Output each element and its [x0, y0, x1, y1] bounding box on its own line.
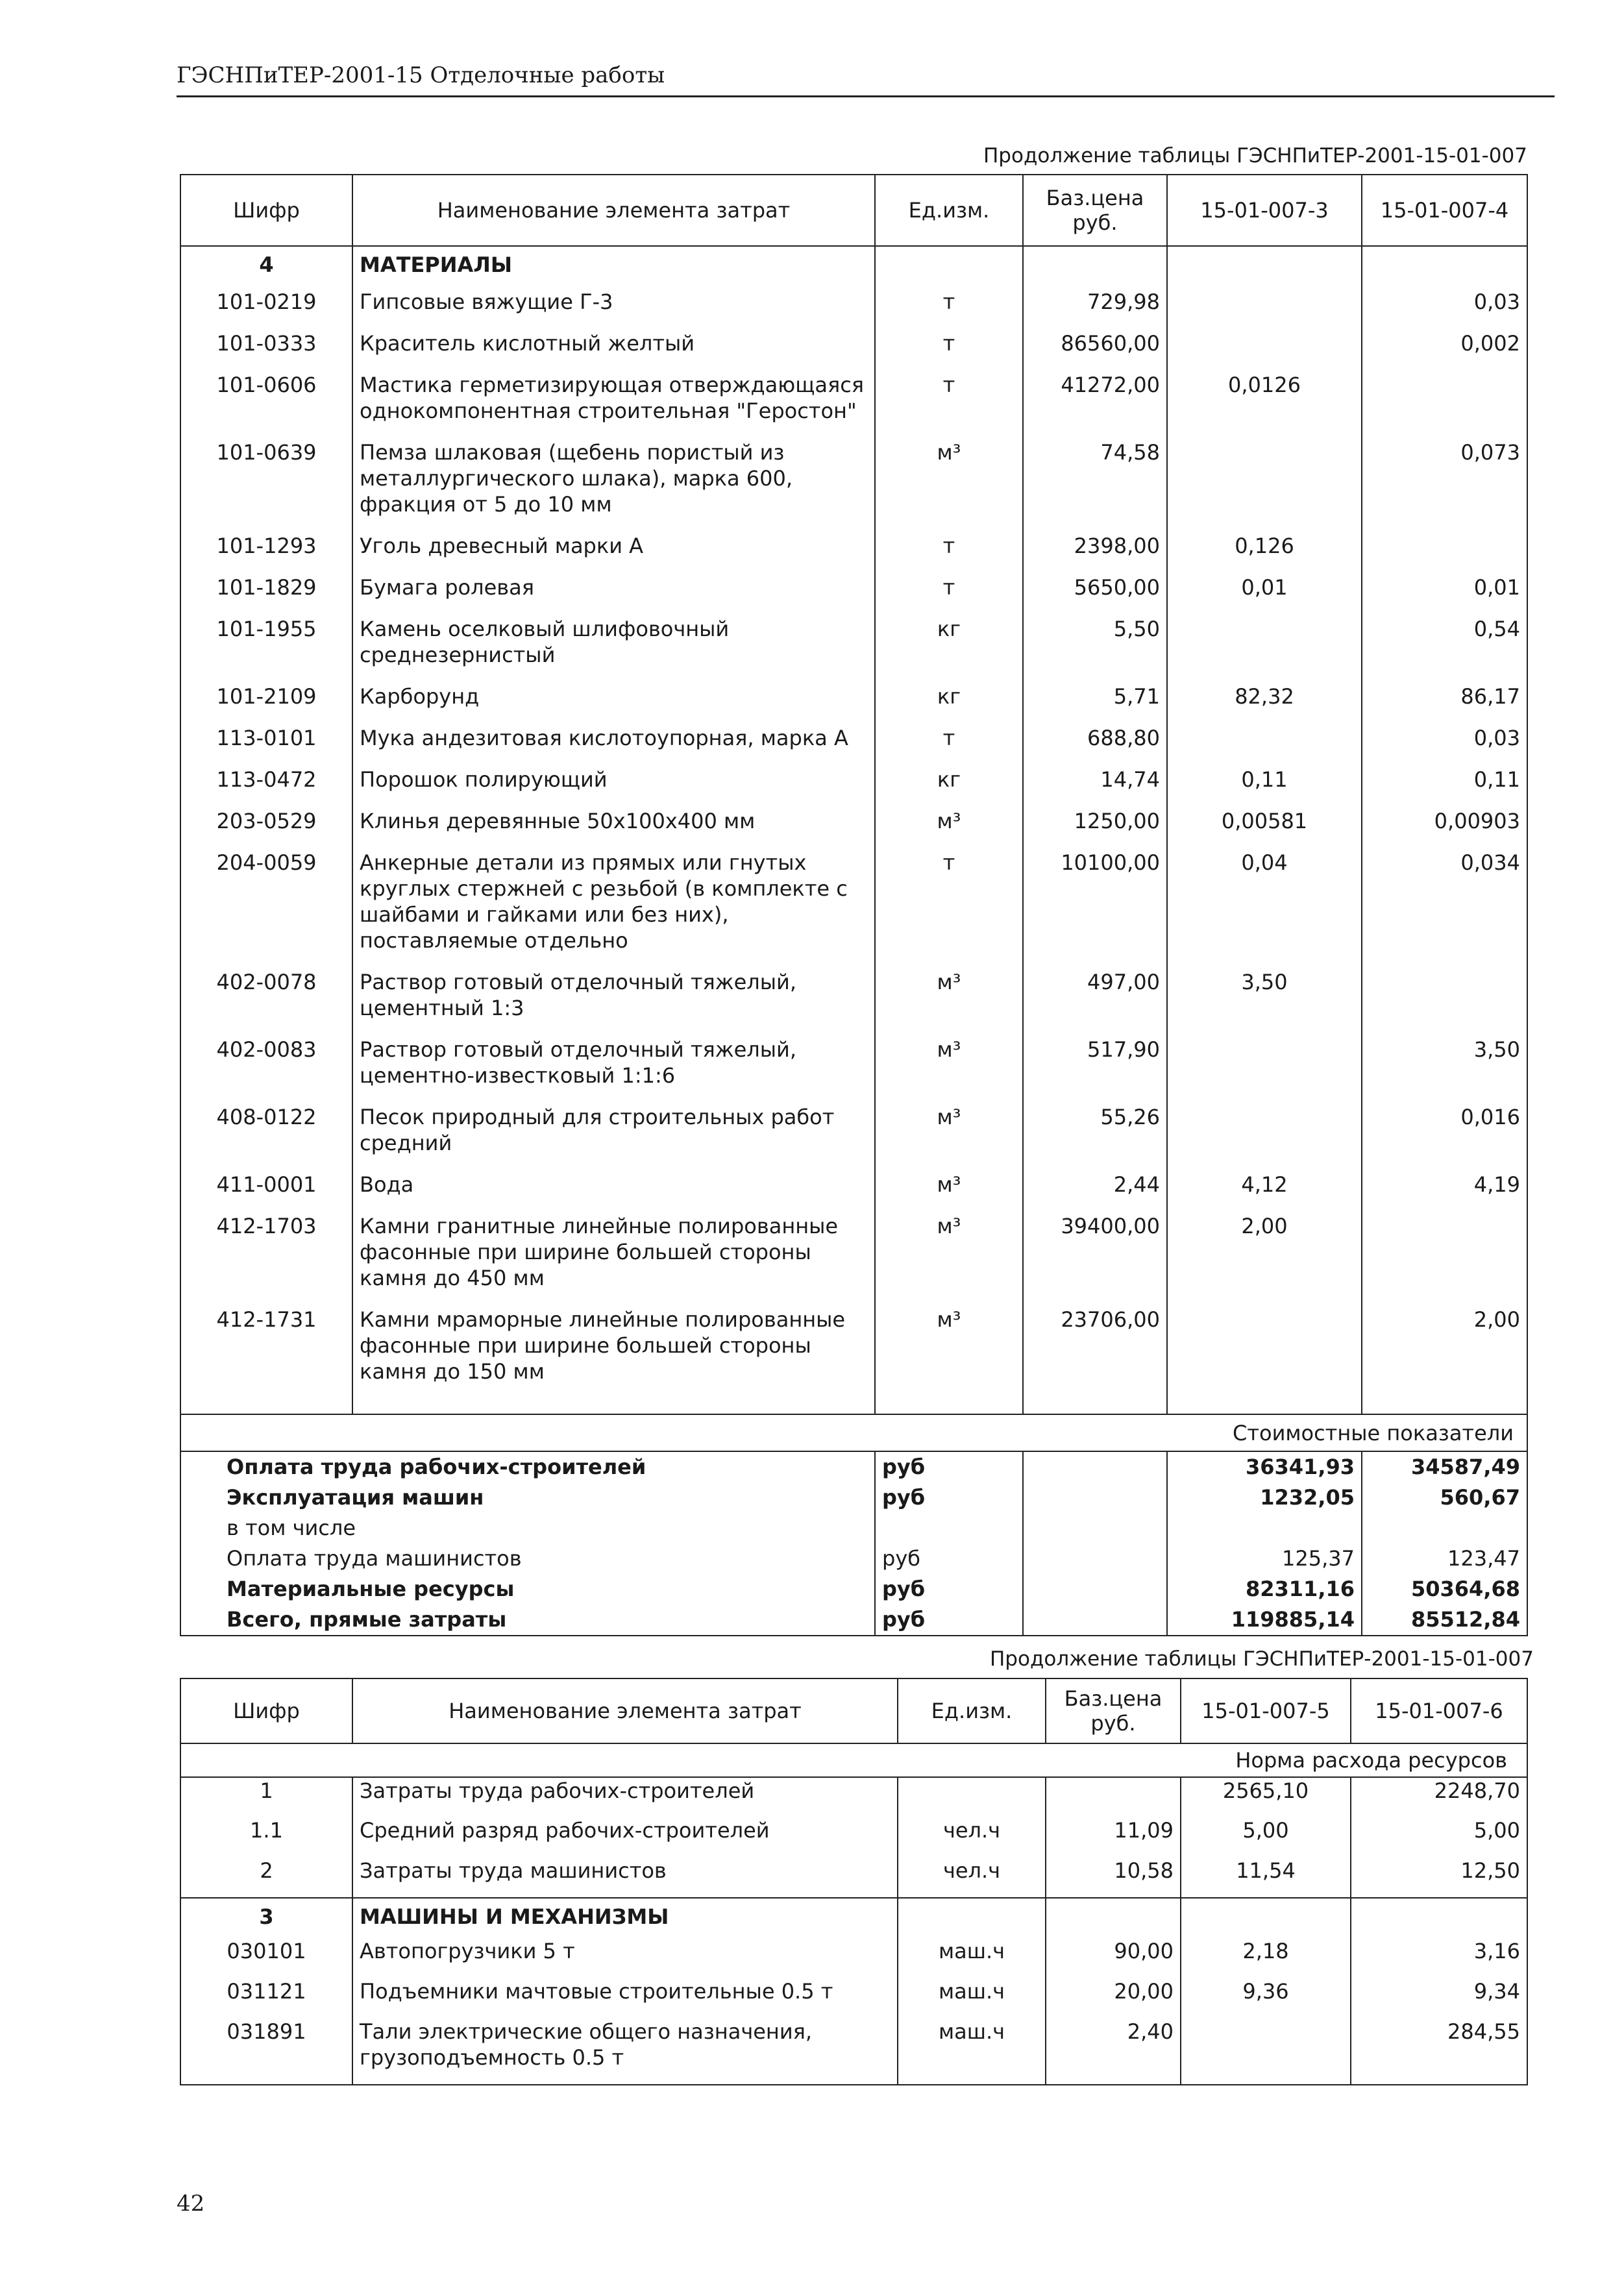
value-15-01-007-4: 3,50 — [1362, 1037, 1527, 1104]
resource-price: 10100,00 — [1023, 850, 1167, 969]
cost-unit — [875, 1513, 1023, 1543]
resource-unit: кг — [875, 683, 1023, 725]
value-15-01-007-3 — [1167, 1104, 1362, 1172]
cost-15-01-007-3: 125,37 — [1167, 1543, 1362, 1574]
section-code: 4 — [259, 252, 274, 277]
section-row — [180, 1898, 1527, 1938]
cost-15-01-007-4: 85512,84 — [1362, 1604, 1527, 1636]
table-row — [180, 533, 1527, 574]
page-header: ГЭСНПиТЕР-2001-15 Отделочные работы — [177, 62, 665, 88]
value-15-01-007-3: 0,00581 — [1167, 808, 1362, 850]
resource-code: 101-1293 — [216, 534, 317, 558]
resource-price: 5650,00 — [1023, 574, 1167, 616]
resource-code: 101-0219 — [216, 289, 317, 314]
section-title: МАШИНЫ И МЕХАНИЗМЫ — [352, 1898, 898, 1938]
table-row — [180, 1213, 1527, 1307]
table1-header-row — [180, 175, 1527, 246]
column-header-name: Наименование элемента затрат — [352, 1678, 898, 1743]
norm-heading-row — [180, 1743, 1527, 1777]
cost-row — [180, 1543, 1527, 1574]
table-row — [180, 439, 1527, 533]
resource-code: 2 — [260, 1858, 273, 1883]
resource-unit: т — [875, 850, 1023, 969]
value-15-01-007-4: 0,034 — [1362, 850, 1527, 969]
resource-code: 101-2109 — [216, 684, 317, 709]
table-row — [180, 330, 1527, 372]
resource-price: 11,09 — [1046, 1817, 1181, 1858]
cost-15-01-007-3: 119885,14 — [1167, 1604, 1362, 1636]
cost-15-01-007-4: 123,47 — [1362, 1543, 1527, 1574]
resource-price: 5,71 — [1023, 683, 1167, 725]
resource-name: Камень оселковый шлифовочный среднезернистый — [352, 616, 875, 683]
resource-name: Карборунд — [352, 683, 875, 725]
resource-name: Клинья деревянные 50х100х400 мм — [352, 808, 875, 850]
table-row — [180, 616, 1527, 683]
resource-price: 1250,00 — [1023, 808, 1167, 850]
resource-unit: м³ — [875, 439, 1023, 533]
cost-15-01-007-3: 82311,16 — [1167, 1574, 1362, 1604]
cost-unit: руб — [875, 1451, 1023, 1482]
table-row — [180, 1938, 1527, 1978]
resource-unit: м³ — [875, 808, 1023, 850]
resource-unit: т — [875, 330, 1023, 372]
resource-table-2 — [180, 1678, 1528, 2085]
cost-row — [180, 1482, 1527, 1513]
cost-heading-row — [180, 1414, 1527, 1451]
resource-code: 412-1703 — [216, 1214, 317, 1238]
cost-unit: руб — [875, 1543, 1023, 1574]
table-row — [180, 1858, 1527, 1898]
cost-name: Эксплуатация машин — [227, 1485, 484, 1510]
empty-cell — [898, 1898, 1046, 1938]
resource-code: 1.1 — [250, 1818, 283, 1843]
resource-price: 90,00 — [1046, 1938, 1181, 1978]
resource-price: 74,58 — [1023, 439, 1167, 533]
resource-name: Пемза шлаковая (щебень пористый из металлургического шлака), марка 600, фракция от 5 до 10 мм — [352, 439, 875, 533]
column-header-15-01-007-4: 15-01-007-4 — [1362, 175, 1527, 246]
empty-cell — [1181, 1898, 1351, 1938]
value-15-01-007-3 — [1167, 1307, 1362, 1400]
value-15-01-007-5: 11,54 — [1181, 1858, 1351, 1898]
value-15-01-007-3: 4,12 — [1167, 1172, 1362, 1213]
resource-code: 411-0001 — [216, 1172, 317, 1197]
value-15-01-007-3 — [1167, 330, 1362, 372]
resource-unit: т — [875, 574, 1023, 616]
resource-price: 497,00 — [1023, 969, 1167, 1037]
table-row — [180, 1172, 1527, 1213]
resource-unit: т — [875, 372, 1023, 439]
resource-name: Затраты труда машинистов — [352, 1858, 898, 1898]
value-15-01-007-4: 0,073 — [1362, 439, 1527, 533]
resource-unit: т — [875, 289, 1023, 330]
resource-code: 113-0472 — [216, 767, 317, 792]
resource-name: Мастика герметизирующая отверждающаяся однокомпонентная строительная "Геростон" — [352, 372, 875, 439]
column-header-15-01-007-3: 15-01-007-3 — [1167, 175, 1362, 246]
value-15-01-007-4 — [1362, 1213, 1527, 1307]
table-row — [180, 808, 1527, 850]
resource-name: Вода — [352, 1172, 875, 1213]
value-15-01-007-4: 4,19 — [1362, 1172, 1527, 1213]
value-15-01-007-4: 0,01 — [1362, 574, 1527, 616]
value-15-01-007-6: 5,00 — [1351, 1817, 1527, 1858]
table2-continuation: Продолжение таблицы ГЭСНПиТЕР-2001-15-01-007 — [990, 1647, 1534, 1671]
value-15-01-007-4: 0,016 — [1362, 1104, 1527, 1172]
table-row — [180, 1777, 1527, 1817]
resource-name: Камни гранитные линейные полированные фасонные при ширине большей стороны камня до 450 мм — [352, 1213, 875, 1307]
value-15-01-007-6: 9,34 — [1351, 1978, 1527, 2019]
resource-price: 5,50 — [1023, 616, 1167, 683]
value-15-01-007-4: 0,11 — [1362, 767, 1527, 808]
resource-name: Подъемники мачтовые строительные 0.5 т — [352, 1978, 898, 2019]
cost-name: Оплата труда машинистов — [227, 1546, 522, 1571]
resource-unit: т — [875, 725, 1023, 767]
section-row — [180, 246, 1527, 289]
resource-unit: м³ — [875, 1213, 1023, 1307]
cost-name: Оплата труда рабочих-строителей — [180, 1451, 875, 1482]
column-header-code: Шифр — [180, 175, 352, 246]
section-code: 3 — [180, 1898, 352, 1938]
resource-name: Тали электрические общего назначения, грузоподъемность 0.5 т — [352, 2019, 898, 2085]
resource-code: 101-0606 — [216, 373, 317, 397]
column-header-price: Баз.цена руб. — [1046, 1678, 1181, 1743]
resource-unit — [898, 1777, 1046, 1817]
table-row — [180, 1978, 1527, 2019]
resource-unit: маш.ч — [898, 1938, 1046, 1978]
value-15-01-007-3 — [1167, 725, 1362, 767]
value-15-01-007-4: 0,03 — [1362, 289, 1527, 330]
resource-name: Бумага ролевая — [352, 574, 875, 616]
resource-name: Затраты труда рабочих-строителей — [352, 1777, 898, 1817]
resource-price — [1046, 1777, 1181, 1817]
value-15-01-007-4 — [1362, 372, 1527, 439]
resource-price: 14,74 — [1023, 767, 1167, 808]
value-15-01-007-5: 5,00 — [1181, 1817, 1351, 1858]
cost-price — [1023, 1451, 1167, 1482]
resource-unit: м³ — [875, 969, 1023, 1037]
cost-name: Всего, прямые затраты — [227, 1607, 507, 1632]
cost-price — [1023, 1513, 1167, 1543]
resource-name: Гипсовые вяжущие Г-3 — [352, 289, 875, 330]
resource-name: Мука андезитовая кислотоупорная, марка А — [352, 725, 875, 767]
value-15-01-007-4: 0,002 — [1362, 330, 1527, 372]
value-15-01-007-4: 86,17 — [1362, 683, 1527, 725]
table-row — [180, 725, 1527, 767]
resource-name: Средний разряд рабочих-строителей — [352, 1817, 898, 1858]
value-15-01-007-4: 2,00 — [1362, 1307, 1527, 1400]
table2-header-row — [180, 1678, 1527, 1743]
resource-code: 101-1829 — [216, 575, 317, 600]
value-15-01-007-4: 0,54 — [1362, 616, 1527, 683]
resource-code: 101-0333 — [216, 331, 317, 356]
resource-code: 402-0078 — [216, 970, 317, 994]
column-header-name: Наименование элемента затрат — [352, 175, 875, 246]
resource-unit: кг — [875, 767, 1023, 808]
resource-code: 101-1955 — [216, 617, 317, 641]
column-header-code: Шифр — [180, 1678, 352, 1743]
value-15-01-007-3: 0,01 — [1167, 574, 1362, 616]
resource-price: 10,58 — [1046, 1858, 1181, 1898]
resource-code: 408-0122 — [216, 1105, 317, 1129]
cost-price — [1023, 1574, 1167, 1604]
column-header-15-01-007-5: 15-01-007-5 — [1181, 1678, 1351, 1743]
table-row — [180, 1104, 1527, 1172]
cost-unit: руб — [875, 1574, 1023, 1604]
value-15-01-007-3: 3,50 — [1167, 969, 1362, 1037]
table-row — [180, 1817, 1527, 1858]
value-15-01-007-3: 0,0126 — [1167, 372, 1362, 439]
resource-price: 688,80 — [1023, 725, 1167, 767]
value-15-01-007-4: 0,00903 — [1362, 808, 1527, 850]
resource-unit: м³ — [875, 1037, 1023, 1104]
resource-unit: чел.ч — [898, 1858, 1046, 1898]
page-number: 42 — [177, 2191, 205, 2217]
value-15-01-007-6: 2248,70 — [1351, 1777, 1527, 1817]
empty-cell — [1046, 1898, 1181, 1938]
resource-code: 101-0639 — [216, 440, 317, 465]
header-rule — [177, 95, 1555, 97]
resource-price: 2398,00 — [1023, 533, 1167, 574]
resource-unit: чел.ч — [898, 1817, 1046, 1858]
cost-heading: Стоимостные показатели — [180, 1414, 1527, 1451]
cost-unit: руб — [875, 1482, 1023, 1513]
cost-row — [180, 1604, 1527, 1636]
value-15-01-007-4 — [1362, 533, 1527, 574]
empty-cell — [1351, 1898, 1527, 1938]
resource-table-1 — [180, 174, 1528, 1636]
value-15-01-007-3 — [1167, 616, 1362, 683]
cost-price — [1023, 1543, 1167, 1574]
value-15-01-007-5: 2565,10 — [1181, 1777, 1351, 1817]
resource-price: 729,98 — [1023, 289, 1167, 330]
resource-code: 030101 — [227, 1939, 306, 1963]
resource-price: 86560,00 — [1023, 330, 1167, 372]
value-15-01-007-3 — [1167, 289, 1362, 330]
resource-code: 031891 — [227, 2019, 306, 2044]
resource-code: 203-0529 — [216, 809, 317, 833]
resource-code: 1 — [180, 1777, 352, 1817]
value-15-01-007-3: 2,00 — [1167, 1213, 1362, 1307]
cost-row — [180, 1574, 1527, 1604]
resource-unit: маш.ч — [898, 1978, 1046, 2019]
value-15-01-007-3: 0,04 — [1167, 850, 1362, 969]
table-row — [180, 850, 1527, 969]
table-row — [180, 969, 1527, 1037]
cost-price — [1023, 1604, 1167, 1636]
value-15-01-007-3: 0,11 — [1167, 767, 1362, 808]
column-header-unit: Ед.изм. — [898, 1678, 1046, 1743]
cost-15-01-007-4: 560,67 — [1362, 1482, 1527, 1513]
resource-name: Краситель кислотный желтый — [352, 330, 875, 372]
column-header-15-01-007-6: 15-01-007-6 — [1351, 1678, 1527, 1743]
cost-unit: руб — [875, 1604, 1023, 1636]
resource-unit: м³ — [875, 1104, 1023, 1172]
resource-price: 39400,00 — [1023, 1213, 1167, 1307]
table1-continuation: Продолжение таблицы ГЭСНПиТЕР-2001-15-01-007 — [983, 144, 1527, 167]
cost-row — [180, 1451, 1527, 1482]
resource-code: 412-1731 — [216, 1307, 317, 1332]
spacer-row — [180, 1400, 1527, 1414]
cost-15-01-007-3: 36341,93 — [1167, 1451, 1362, 1482]
resource-price: 41272,00 — [1023, 372, 1167, 439]
value-15-01-007-4 — [1362, 969, 1527, 1037]
resource-unit: кг — [875, 616, 1023, 683]
table-row — [180, 683, 1527, 725]
cost-15-01-007-4 — [1362, 1513, 1527, 1543]
cost-row — [180, 1513, 1527, 1543]
cost-price — [1023, 1482, 1167, 1513]
value-15-01-007-4: 0,03 — [1362, 725, 1527, 767]
cost-name: в том числе — [227, 1516, 356, 1540]
resource-code: 031121 — [227, 1979, 306, 2004]
column-header-price: Баз.цена руб. — [1023, 175, 1167, 246]
resource-name: Порошок полирующий — [352, 767, 875, 808]
cost-15-01-007-4: 34587,49 — [1362, 1451, 1527, 1482]
resource-name: Автопогрузчики 5 т — [352, 1938, 898, 1978]
table-row — [180, 372, 1527, 439]
resource-price: 517,90 — [1023, 1037, 1167, 1104]
resource-unit: м³ — [875, 1307, 1023, 1400]
table-row — [180, 767, 1527, 808]
resource-code: 113-0101 — [216, 726, 317, 750]
value-15-01-007-5: 9,36 — [1181, 1978, 1351, 2019]
cost-15-01-007-4: 50364,68 — [1362, 1574, 1527, 1604]
value-15-01-007-5 — [1181, 2019, 1351, 2085]
cost-15-01-007-3: 1232,05 — [1167, 1482, 1362, 1513]
resource-price: 20,00 — [1046, 1978, 1181, 2019]
table-row — [180, 1037, 1527, 1104]
column-header-unit: Ед.изм. — [875, 175, 1023, 246]
resource-name: Уголь древесный марки А — [352, 533, 875, 574]
value-15-01-007-3: 82,32 — [1167, 683, 1362, 725]
value-15-01-007-6: 3,16 — [1351, 1938, 1527, 1978]
resource-price: 23706,00 — [1023, 1307, 1167, 1400]
cost-name: Материальные ресурсы — [227, 1577, 515, 1601]
table-row — [180, 574, 1527, 616]
resource-name: Песок природный для строительных работ средний — [352, 1104, 875, 1172]
resource-unit: м³ — [875, 1172, 1023, 1213]
resource-name: Камни мраморные линейные полированные фасонные при ширине большей стороны камня до 150 мм — [352, 1307, 875, 1400]
table-row — [180, 1307, 1527, 1400]
cost-15-01-007-3 — [1167, 1513, 1362, 1543]
value-15-01-007-3: 0,126 — [1167, 533, 1362, 574]
resource-name: Анкерные детали из прямых или гнутых круглых стержней с резьбой (в комплекте с шайбами и гайками или без них), поставляемые отдельно — [352, 850, 875, 969]
resource-name: Раствор готовый отделочный тяжелый, цементно-известковый 1:1:6 — [352, 1037, 875, 1104]
resource-code: 402-0083 — [216, 1037, 317, 1062]
section-title: МАТЕРИАЛЫ — [352, 246, 875, 289]
norm-heading: Норма расхода ресурсов — [180, 1743, 1527, 1777]
table-row — [180, 289, 1527, 330]
resource-price: 2,44 — [1023, 1172, 1167, 1213]
resource-unit: маш.ч — [898, 2019, 1046, 2085]
resource-price: 55,26 — [1023, 1104, 1167, 1172]
resource-name: Раствор готовый отделочный тяжелый, цементный 1:3 — [352, 969, 875, 1037]
table-row — [180, 2019, 1527, 2085]
resource-price: 2,40 — [1046, 2019, 1181, 2085]
value-15-01-007-5: 2,18 — [1181, 1938, 1351, 1978]
resource-unit: т — [875, 533, 1023, 574]
value-15-01-007-3 — [1167, 1037, 1362, 1104]
value-15-01-007-6: 284,55 — [1351, 2019, 1527, 2085]
resource-code: 204-0059 — [216, 850, 317, 875]
value-15-01-007-3 — [1167, 439, 1362, 533]
value-15-01-007-6: 12,50 — [1351, 1858, 1527, 1898]
